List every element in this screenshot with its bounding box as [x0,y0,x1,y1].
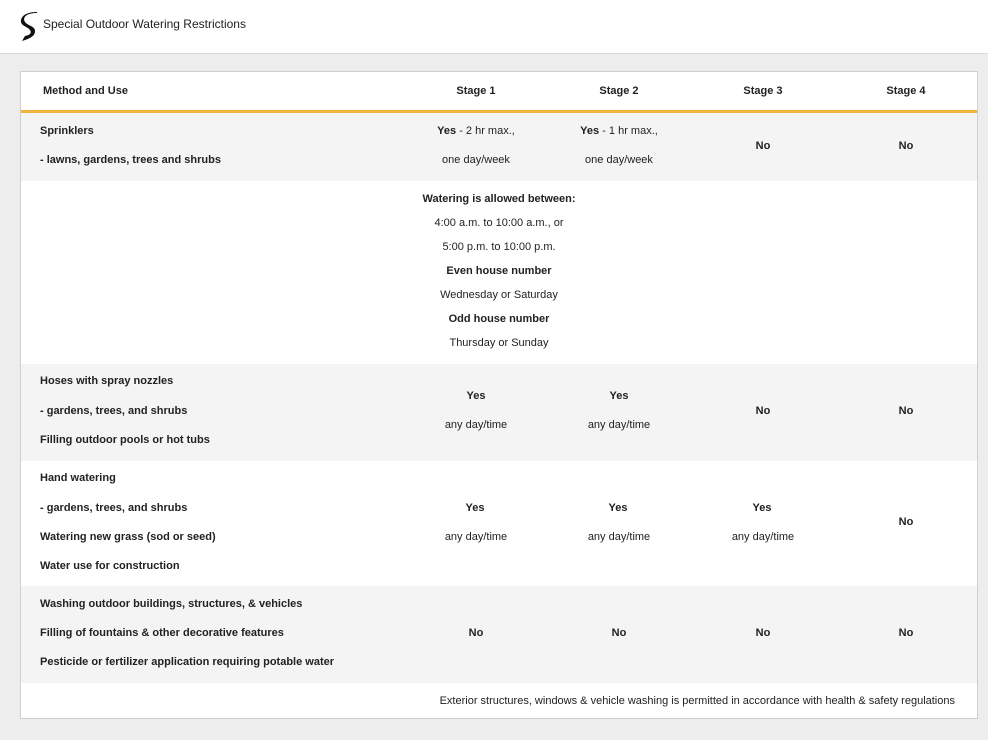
row-subtitle: Filling of fountains & other decorative features [40,627,284,639]
row-title: Washing outdoor buildings, structures, & vehicles [40,598,303,610]
cell-stage-1-detail: any day/time [444,531,508,543]
row-title: Hand watering [40,472,116,484]
cell-stage-3: Yes [752,502,772,514]
cell-stage-2: Yes [609,390,629,402]
row-subtitle: - lawns, gardens, trees and shrubs [40,154,221,166]
even-house-label: Even house number [446,265,552,277]
watering-slot-1: 4:00 a.m. to 10:00 a.m., or [434,217,564,229]
cell-stage-4: No [898,627,914,639]
cell-stage-2: Yes [608,502,628,514]
cell-stage-1: No [468,627,484,639]
cell-stage-1: Yes - 2 hr max., [437,125,515,137]
cell-stage-3: No [755,140,771,152]
row-subtitle: Water use for construction [40,560,180,572]
cell-stage-3: No [755,627,771,639]
table-row [21,364,977,461]
cell-stage-3-detail: any day/time [731,531,795,543]
cell-stage-2-detail: any day/time [587,531,651,543]
watering-slot-2: 5:00 p.m. to 10:00 p.m. [442,241,556,253]
header-stage-2: Stage 2 [599,85,639,97]
odd-house-days: Thursday or Sunday [449,337,549,349]
row-title: Sprinklers [40,125,94,137]
row-subtitle: Pesticide or fertilizer application requiring potable water [40,656,335,668]
cell-stage-2: No [611,627,627,639]
even-house-days: Wednesday or Saturday [440,289,558,301]
cell-stage-4: No [898,516,914,528]
header-stage-1: Stage 1 [456,85,496,97]
page-title: Special Outdoor Watering Restrictions [43,17,246,31]
table-row [21,461,977,586]
header-method: Method and Use [43,85,128,97]
table-header [21,72,977,113]
cell-stage-1-freq: one day/week [442,154,510,166]
header-stage-3: Stage 3 [743,85,783,97]
header-stage-4: Stage 4 [886,85,926,97]
row-title: Hoses with spray nozzles [40,375,174,387]
row-subtitle: - gardens, trees, and shrubs [40,502,188,514]
footnote-text: Exterior structures, windows & vehicle washing is permitted in accordance with health & safety regulations [439,695,955,707]
table-row [21,586,977,683]
cell-stage-2: Yes - 1 hr max., [580,125,658,137]
cell-stage-1-detail: any day/time [444,419,508,431]
top-bar [0,0,988,54]
logo-icon [20,11,40,43]
watering-times [21,181,977,364]
row-subtitle: - gardens, trees, and shrubs [40,405,188,417]
row-subtitle: Watering new grass (sod or seed) [40,531,216,543]
row-subtitle: Filling outdoor pools or hot tubs [40,434,210,446]
cell-stage-4: No [898,140,914,152]
cell-stage-3: No [755,405,771,417]
restrictions-table [20,71,978,719]
watering-heading: Watering is allowed between: [422,193,576,205]
table-footnote [21,683,977,718]
cell-stage-4: No [898,405,914,417]
odd-house-label: Odd house number [448,313,550,325]
cell-stage-2-detail: any day/time [587,419,651,431]
cell-stage-2-freq: one day/week [585,154,653,166]
table-row [21,113,977,181]
cell-stage-1: Yes [466,390,486,402]
cell-stage-1: Yes [465,502,485,514]
